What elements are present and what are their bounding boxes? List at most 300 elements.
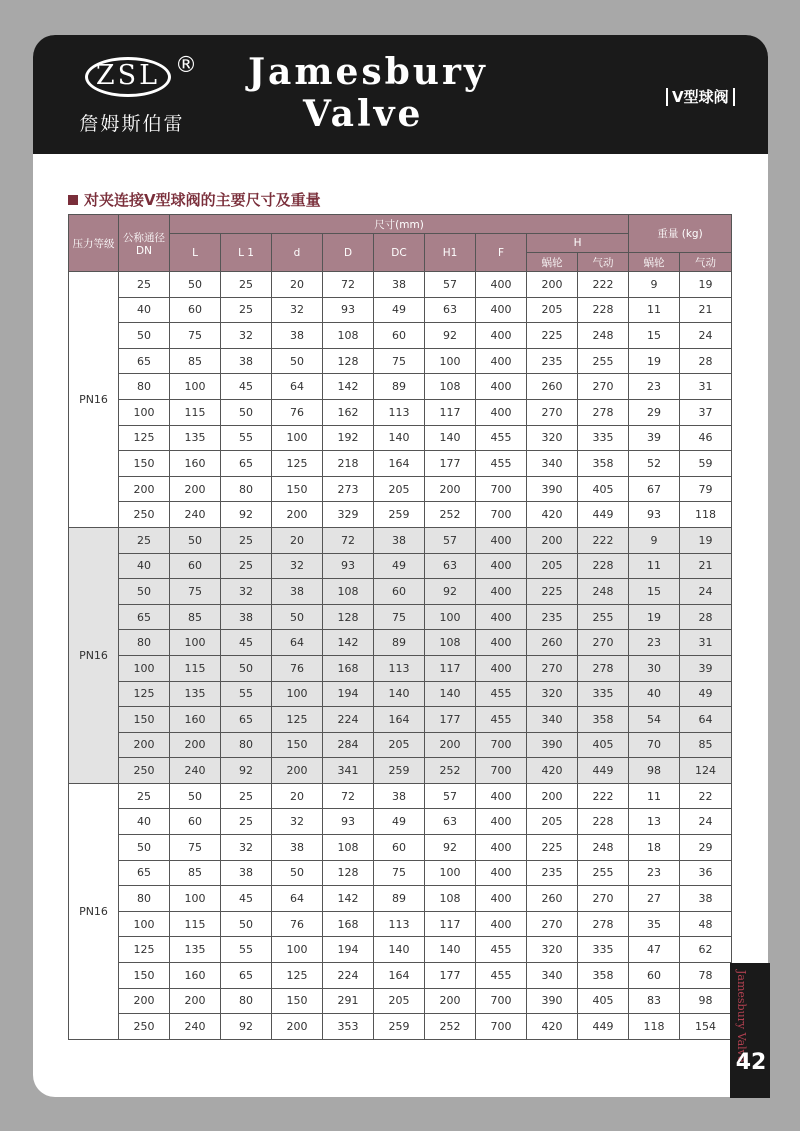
table-cell: 700 [476, 758, 527, 784]
table-cell: 222 [578, 527, 629, 553]
table-cell: 75 [170, 323, 221, 349]
table-cell: 118 [680, 502, 732, 528]
table-cell: 52 [629, 451, 680, 477]
table-cell: 270 [527, 655, 578, 681]
table-cell: 224 [323, 963, 374, 989]
table-cell: 83 [629, 988, 680, 1014]
table-cell: 37 [680, 399, 732, 425]
table-cell: 449 [578, 502, 629, 528]
table-cell: 400 [476, 323, 527, 349]
header-weight: 重量 (kg) [629, 215, 732, 253]
table-row [69, 272, 732, 298]
table-cell: 225 [527, 579, 578, 605]
table-cell: 19 [629, 604, 680, 630]
table-cell: 89 [374, 374, 425, 400]
table-cell: 31 [680, 374, 732, 400]
table-cell: 75 [374, 604, 425, 630]
table-cell: 28 [680, 604, 732, 630]
table-cell: 40 [119, 553, 170, 579]
table-cell: 23 [629, 630, 680, 656]
table-cell: 260 [527, 630, 578, 656]
table-cell: 125 [119, 425, 170, 451]
table-cell: 108 [425, 374, 476, 400]
table-cell: 15 [629, 579, 680, 605]
table-cell: 38 [221, 604, 272, 630]
table-cell: 93 [323, 297, 374, 323]
table-cell: 455 [476, 963, 527, 989]
table-cell: 240 [170, 758, 221, 784]
table-cell: 200 [170, 476, 221, 502]
table-cell: 25 [119, 272, 170, 298]
table-cell: 270 [578, 886, 629, 912]
header-H1: H1 [425, 234, 476, 272]
table-cell: 11 [629, 553, 680, 579]
table-cell: 284 [323, 732, 374, 758]
table-cell: 320 [527, 681, 578, 707]
table-cell: 194 [323, 937, 374, 963]
table-cell: 29 [680, 835, 732, 861]
table-cell: 278 [578, 655, 629, 681]
table-cell: 400 [476, 860, 527, 886]
table-cell: 341 [323, 758, 374, 784]
table-cell: 30 [629, 655, 680, 681]
table-cell: 25 [221, 297, 272, 323]
table-cell: 160 [170, 451, 221, 477]
table-cell: 60 [374, 323, 425, 349]
table-cell: 162 [323, 399, 374, 425]
table-cell: 100 [425, 860, 476, 886]
table-cell: 57 [425, 527, 476, 553]
table-cell: 19 [680, 527, 732, 553]
table-cell: 200 [527, 272, 578, 298]
table-cell: 55 [221, 937, 272, 963]
table-row [69, 835, 732, 861]
table-cell: 93 [323, 553, 374, 579]
table-cell: 38 [680, 886, 732, 912]
table-cell: 164 [374, 707, 425, 733]
table-cell: 25 [221, 527, 272, 553]
table-cell: 50 [221, 911, 272, 937]
header-H: H [527, 234, 629, 253]
table-cell: 140 [425, 425, 476, 451]
table-cell: 400 [476, 527, 527, 553]
table-cell: 278 [578, 911, 629, 937]
table-cell: 455 [476, 707, 527, 733]
table-cell: 29 [629, 399, 680, 425]
dimensions-table [68, 214, 732, 1040]
table-cell: 140 [425, 681, 476, 707]
table-cell: 92 [221, 1014, 272, 1040]
table-cell: 79 [680, 476, 732, 502]
table-cell: 98 [680, 988, 732, 1014]
table-cell: 39 [629, 425, 680, 451]
table-cell: 100 [119, 655, 170, 681]
table-cell: 235 [527, 860, 578, 886]
table-cell: 455 [476, 681, 527, 707]
table-cell: 64 [272, 630, 323, 656]
table-row [69, 425, 732, 451]
table-cell: 200 [119, 476, 170, 502]
table-cell: 108 [425, 630, 476, 656]
table-cell: 248 [578, 835, 629, 861]
table-cell: 108 [323, 835, 374, 861]
table-cell: 100 [272, 681, 323, 707]
table-cell: 80 [119, 374, 170, 400]
table-cell: 60 [374, 579, 425, 605]
table-cell: 19 [629, 348, 680, 374]
table-cell: 80 [221, 476, 272, 502]
table-cell: 70 [629, 732, 680, 758]
table-cell: 205 [374, 476, 425, 502]
header-D: D [323, 234, 374, 272]
table-cell: 67 [629, 476, 680, 502]
table-cell: 250 [119, 1014, 170, 1040]
table-cell: 100 [170, 630, 221, 656]
table-cell: 125 [272, 963, 323, 989]
table-cell: 49 [374, 297, 425, 323]
table-cell: 270 [578, 374, 629, 400]
table-cell: 400 [476, 655, 527, 681]
table-cell: 335 [578, 681, 629, 707]
table-cell: 135 [170, 425, 221, 451]
table-row [69, 886, 732, 912]
table-row [69, 963, 732, 989]
square-bullet-icon [68, 195, 78, 205]
table-cell: 76 [272, 911, 323, 937]
pressure-class-cell: PN16 [69, 783, 119, 1039]
table-cell: 25 [221, 553, 272, 579]
table-cell: 92 [425, 579, 476, 605]
brand-title-line2: Valve [303, 93, 424, 135]
table-cell: 222 [578, 783, 629, 809]
table-cell: 340 [527, 451, 578, 477]
table-cell: 64 [272, 374, 323, 400]
table-cell: 100 [170, 374, 221, 400]
table-cell: 405 [578, 732, 629, 758]
table-cell: 353 [323, 1014, 374, 1040]
table-cell: 93 [629, 502, 680, 528]
table-cell: 192 [323, 425, 374, 451]
table-cell: 400 [476, 809, 527, 835]
table-cell: 150 [272, 732, 323, 758]
table-cell: 85 [680, 732, 732, 758]
header-dimensions: 尺寸(mm) [170, 215, 629, 234]
table-cell: 50 [170, 272, 221, 298]
table-cell: 24 [680, 323, 732, 349]
table-cell: 80 [119, 630, 170, 656]
table-cell: 700 [476, 476, 527, 502]
category-tag: V型球阀 [666, 88, 735, 106]
table-cell: 62 [680, 937, 732, 963]
table-cell: 100 [272, 425, 323, 451]
table-cell: 177 [425, 707, 476, 733]
table-cell: 205 [527, 297, 578, 323]
table-cell: 335 [578, 425, 629, 451]
table-cell: 45 [221, 374, 272, 400]
table-cell: 255 [578, 604, 629, 630]
table-cell: 72 [323, 527, 374, 553]
table-cell: 108 [425, 886, 476, 912]
table-cell: 25 [221, 783, 272, 809]
table-cell: 240 [170, 1014, 221, 1040]
table-row [69, 553, 732, 579]
table-cell: 35 [629, 911, 680, 937]
table-cell: 76 [272, 399, 323, 425]
table-cell: 49 [374, 553, 425, 579]
table-row [69, 1014, 732, 1040]
table-cell: 252 [425, 502, 476, 528]
table-cell: 75 [170, 579, 221, 605]
header-dn: 公称通径DN [119, 215, 170, 272]
table-cell: 72 [323, 272, 374, 298]
table-cell: 40 [119, 809, 170, 835]
table-cell: 125 [119, 681, 170, 707]
table-cell: 20 [272, 783, 323, 809]
table-cell: 205 [527, 809, 578, 835]
table-cell: 140 [374, 425, 425, 451]
table-cell: 25 [119, 527, 170, 553]
table-cell: 118 [629, 1014, 680, 1040]
table-cell: 38 [272, 579, 323, 605]
table-cell: 92 [425, 835, 476, 861]
table-cell: 55 [221, 425, 272, 451]
table-cell: 64 [272, 886, 323, 912]
table-cell: 55 [221, 681, 272, 707]
header-d: d [272, 234, 323, 272]
header-h-pneumatic: 气动 [578, 253, 629, 272]
table-cell: 45 [221, 630, 272, 656]
table-cell: 140 [374, 681, 425, 707]
table-cell: 59 [680, 451, 732, 477]
table-row [69, 399, 732, 425]
table-cell: 9 [629, 272, 680, 298]
table-cell: 255 [578, 860, 629, 886]
table-cell: 50 [119, 323, 170, 349]
table-cell: 335 [578, 937, 629, 963]
table-cell: 405 [578, 988, 629, 1014]
section-title-text: 对夹连接V型球阀的主要尺寸及重量 [84, 191, 321, 209]
table-cell: 700 [476, 732, 527, 758]
table-cell: 38 [374, 783, 425, 809]
table-cell: 25 [221, 272, 272, 298]
table-cell: 228 [578, 553, 629, 579]
table-cell: 160 [170, 707, 221, 733]
header-weight-pneumatic: 气动 [680, 253, 732, 272]
table-cell: 19 [680, 272, 732, 298]
table-cell: 36 [680, 860, 732, 886]
table-cell: 177 [425, 963, 476, 989]
table-cell: 63 [425, 297, 476, 323]
table-cell: 60 [170, 553, 221, 579]
table-row [69, 374, 732, 400]
table-cell: 255 [578, 348, 629, 374]
pressure-class-cell: PN16 [69, 272, 119, 528]
table-cell: 60 [170, 297, 221, 323]
table-row [69, 681, 732, 707]
table-cell: 248 [578, 323, 629, 349]
table-cell: 455 [476, 937, 527, 963]
table-cell: 248 [578, 579, 629, 605]
table-cell: 50 [221, 399, 272, 425]
table-cell: 400 [476, 630, 527, 656]
table-cell: 11 [629, 297, 680, 323]
table-cell: 57 [425, 272, 476, 298]
table-cell: 235 [527, 348, 578, 374]
logo-chinese-name: 詹姆斯伯雷 [79, 113, 185, 135]
header-weight-worm: 蜗轮 [629, 253, 680, 272]
table-cell: 400 [476, 783, 527, 809]
header-DC: DC [374, 234, 425, 272]
table-cell: 320 [527, 425, 578, 451]
table-row [69, 630, 732, 656]
table-cell: 38 [272, 323, 323, 349]
table-cell: 108 [323, 323, 374, 349]
header-L: L [170, 234, 221, 272]
table-cell: 85 [170, 348, 221, 374]
table-cell: 205 [527, 553, 578, 579]
table-cell: 200 [170, 988, 221, 1014]
table-cell: 100 [119, 911, 170, 937]
table-cell: 25 [221, 809, 272, 835]
header-F: F [476, 234, 527, 272]
table-cell: 38 [374, 272, 425, 298]
table-cell: 278 [578, 399, 629, 425]
table-cell: 420 [527, 502, 578, 528]
table-cell: 329 [323, 502, 374, 528]
table-cell: 28 [680, 348, 732, 374]
table-cell: 50 [170, 527, 221, 553]
table-cell: 340 [527, 963, 578, 989]
table-cell: 9 [629, 527, 680, 553]
table-cell: 115 [170, 911, 221, 937]
table-cell: 113 [374, 911, 425, 937]
table-cell: 92 [221, 502, 272, 528]
table-cell: 98 [629, 758, 680, 784]
table-cell: 200 [527, 783, 578, 809]
table-cell: 150 [119, 451, 170, 477]
table-cell: 50 [272, 348, 323, 374]
table-cell: 200 [272, 1014, 323, 1040]
table-cell: 125 [119, 937, 170, 963]
header-pressure: 压力等级 [69, 215, 119, 272]
table-cell: 117 [425, 655, 476, 681]
table-row [69, 911, 732, 937]
table-cell: 63 [425, 553, 476, 579]
table-cell: 128 [323, 860, 374, 886]
table-cell: 150 [272, 988, 323, 1014]
table-cell: 46 [680, 425, 732, 451]
logo-text: ZSL [95, 60, 161, 91]
table-cell: 150 [119, 963, 170, 989]
table-cell: 150 [119, 707, 170, 733]
table-cell: 235 [527, 604, 578, 630]
table-cell: 273 [323, 476, 374, 502]
table-cell: 75 [374, 860, 425, 886]
table-cell: 291 [323, 988, 374, 1014]
table-cell: 270 [578, 630, 629, 656]
table-row [69, 348, 732, 374]
table-cell: 38 [221, 348, 272, 374]
page-header [33, 35, 768, 154]
table-cell: 65 [221, 451, 272, 477]
table-cell: 125 [272, 707, 323, 733]
table-row [69, 527, 732, 553]
table-cell: 200 [119, 988, 170, 1014]
table-cell: 60 [629, 963, 680, 989]
table-cell: 21 [680, 553, 732, 579]
table-cell: 24 [680, 579, 732, 605]
table-row [69, 783, 732, 809]
table-cell: 140 [374, 937, 425, 963]
table-cell: 252 [425, 758, 476, 784]
table-cell: 117 [425, 399, 476, 425]
table-cell: 20 [272, 272, 323, 298]
table-cell: 228 [578, 297, 629, 323]
table-cell: 49 [680, 681, 732, 707]
table-cell: 177 [425, 451, 476, 477]
table-cell: 45 [221, 886, 272, 912]
header-h-worm: 蜗轮 [527, 253, 578, 272]
table-cell: 65 [119, 348, 170, 374]
table-cell: 39 [680, 655, 732, 681]
brand-title-line1: Jamesbury [248, 51, 488, 93]
table-row [69, 297, 732, 323]
table-cell: 63 [425, 809, 476, 835]
table-cell: 205 [374, 732, 425, 758]
table-cell: 65 [221, 963, 272, 989]
table-group [69, 527, 732, 783]
table-cell: 38 [272, 835, 323, 861]
table-cell: 205 [374, 988, 425, 1014]
table-cell: 50 [272, 604, 323, 630]
table-cell: 115 [170, 399, 221, 425]
table-row [69, 655, 732, 681]
table-cell: 164 [374, 963, 425, 989]
table-cell: 75 [170, 835, 221, 861]
table-cell: 225 [527, 835, 578, 861]
table-cell: 54 [629, 707, 680, 733]
table-cell: 200 [425, 732, 476, 758]
table-cell: 128 [323, 348, 374, 374]
table-cell: 420 [527, 1014, 578, 1040]
pressure-class-cell: PN16 [69, 527, 119, 783]
table-cell: 76 [272, 655, 323, 681]
table-cell: 400 [476, 272, 527, 298]
table-cell: 270 [527, 911, 578, 937]
section-title [68, 189, 321, 210]
table-cell: 358 [578, 451, 629, 477]
table-cell: 32 [221, 323, 272, 349]
table-cell: 250 [119, 502, 170, 528]
table-row [69, 323, 732, 349]
table-cell: 124 [680, 758, 732, 784]
table-cell: 117 [425, 911, 476, 937]
table-cell: 449 [578, 758, 629, 784]
table-cell: 100 [425, 604, 476, 630]
table-cell: 60 [374, 835, 425, 861]
table-cell: 100 [170, 886, 221, 912]
table-cell: 108 [323, 579, 374, 605]
table-cell: 38 [374, 527, 425, 553]
table-cell: 92 [425, 323, 476, 349]
table-cell: 400 [476, 911, 527, 937]
table-row [69, 476, 732, 502]
table-cell: 135 [170, 681, 221, 707]
table-cell: 18 [629, 835, 680, 861]
table-cell: 11 [629, 783, 680, 809]
table-cell: 260 [527, 374, 578, 400]
table-cell: 700 [476, 1014, 527, 1040]
